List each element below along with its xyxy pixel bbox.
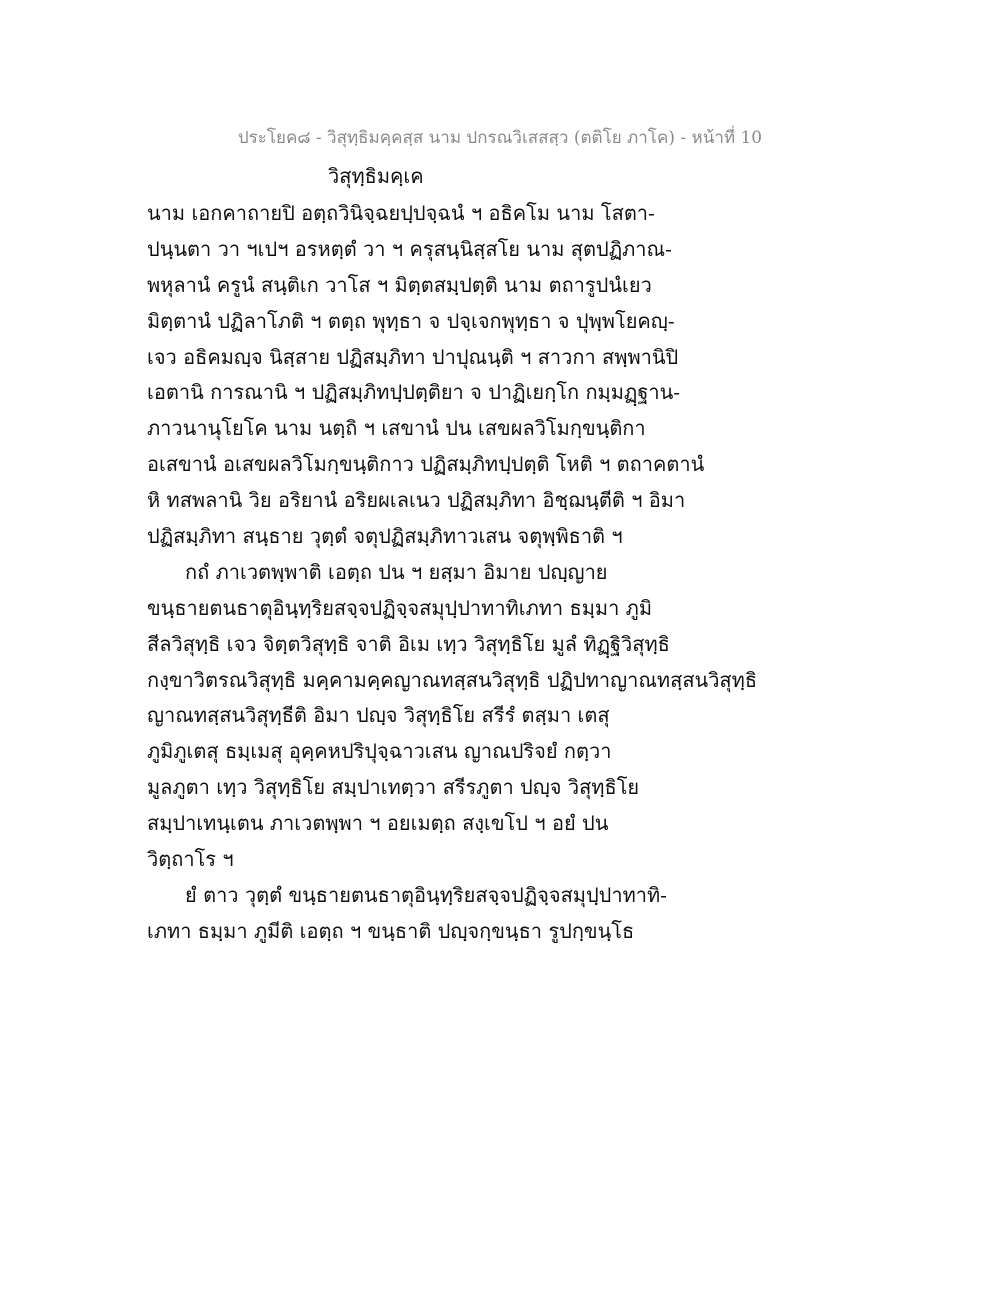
- text-line: ขนฺธายตนธาตุอินฺทฺริยสจฺจปฏิจฺจสมุปฺปาทาทิเภทา ธมฺมา ภูมิ: [147, 595, 653, 620]
- text-line: มูลภูตา เทฺว วิสุทฺธิโย สมฺปาเทตฺวา สรีรภูตา ปญฺจ วิสุทฺธิโย: [147, 775, 640, 800]
- text-line: วิตฺถาโร ฯ: [147, 847, 234, 872]
- text-line: เอตานิ การณานิ ฯ ปฏิสมฺภิทปฺปตฺติยา จ ปาฏิเยกฺโก กมฺมฏฺฐาน-: [147, 380, 681, 405]
- text-line: ภูมิภูเตสุ ธมฺเมสุ อุคฺคหปริปุจฺฉาวเสน ญาณปริจยํ กตฺวา: [147, 739, 612, 764]
- page-header: ประโยค๘ - วิสุทฺธิมคฺคสฺส นาม ปกรณวิเสสสฺว (ตติโย ภาโค) - หน้าที่ 10: [237, 128, 763, 148]
- text-line: อเสขานํ อเสขผลวิโมกฺขนฺติกาว ปฏิสมฺภิทปฺปตฺติ โหติ ฯ ตถาคตานํ: [147, 452, 705, 477]
- text-line: นาม เอกคาถายปิ อตฺถวินิจฺฉยปฺปจฺฉนํ ฯ อธิคโม นาม โสตา-: [147, 201, 655, 225]
- text-line: สีลวิสุทฺธิ เจว จิตฺตวิสุทฺธิ จาติ อิเม เทฺว วิสุทฺธิโย มูลํ ทิฏฺฐิวิสุทฺธิ: [147, 631, 670, 656]
- text-line: ญาณทสฺสนวิสุทฺธีติ อิมา ปญฺจ วิสุทฺธิโย สรีรํ ตสฺมา เตสุ: [147, 703, 610, 728]
- text-line: ภาวนานุโยโค นาม นตฺถิ ฯ เสขานํ ปน เสขผลวิโมกฺขนฺติกา: [147, 416, 646, 441]
- body-text: [147, 196, 767, 950]
- text-line: หิ ทสพลานิ วิย อริยานํ อริยผเลเนว ปฏิสมฺภิทา อิชฺฌนฺตีติ ฯ อิมา: [147, 488, 686, 513]
- text-line: กงฺขาวิตรณวิสุทฺธิ มคฺคามคฺคญาณทสฺสนวิสุทฺธิ ปฏิปทาญาณทสฺสนวิสุทฺธิ: [147, 667, 758, 692]
- paragraph-start-line: ยํ ตาว วุตฺตํ ขนฺธายตนธาตุอินฺทฺริยสจฺจปฏิจฺจสมุปฺปาทาทิ-: [185, 882, 667, 907]
- text-line: ปนฺนตา วา ฯเปฯ อรหตฺตํ วา ฯ ครุสนฺนิสฺสโย นาม สุตปฏิภาณ-: [147, 236, 672, 261]
- text-line: มิตฺตานํ ปฏิลาโภติ ฯ ตตฺถ พุทฺธา จ ปจฺเจกพุทฺธา จ ปุพฺพโยคญฺ-: [147, 308, 675, 333]
- paragraph-start-line: กถํ ภาเวตพฺพาติ เอตฺถ ปน ฯ ยสฺมา อิมาย ปญฺญาย: [185, 559, 608, 584]
- text-line: เภทา ธมฺมา ภูมีติ เอตฺถ ฯ ขนฺธาติ ปญฺจกฺขนฺธา รูปกฺขนฺโธ: [147, 918, 635, 943]
- section-title: วิสุทฺธิมคฺเค: [328, 164, 424, 188]
- text-line: ปฏิสมฺภิทา สนฺธาย วุตฺตํ จตุปฏิสมฺภิทาวเสน จตุพฺพิธาติ ฯ: [147, 524, 623, 549]
- text-line: พหุลานํ ครูนํ สนฺติเก วาโส ฯ มิตฺตสมฺปตฺติ นาม ตถารูปนํเยว: [147, 272, 652, 297]
- text-line: เจว อธิคมญฺจ นิสฺสาย ปฏิสมฺภิทา ปาปุณนฺติ ฯ สาวกา สพฺพานิปิ: [147, 344, 679, 369]
- text-line: สมฺปาเทนฺเตน ภาเวตพฺพา ฯ อยเมตฺถ สงฺเขโป ฯ อยํ ปน: [147, 811, 609, 836]
